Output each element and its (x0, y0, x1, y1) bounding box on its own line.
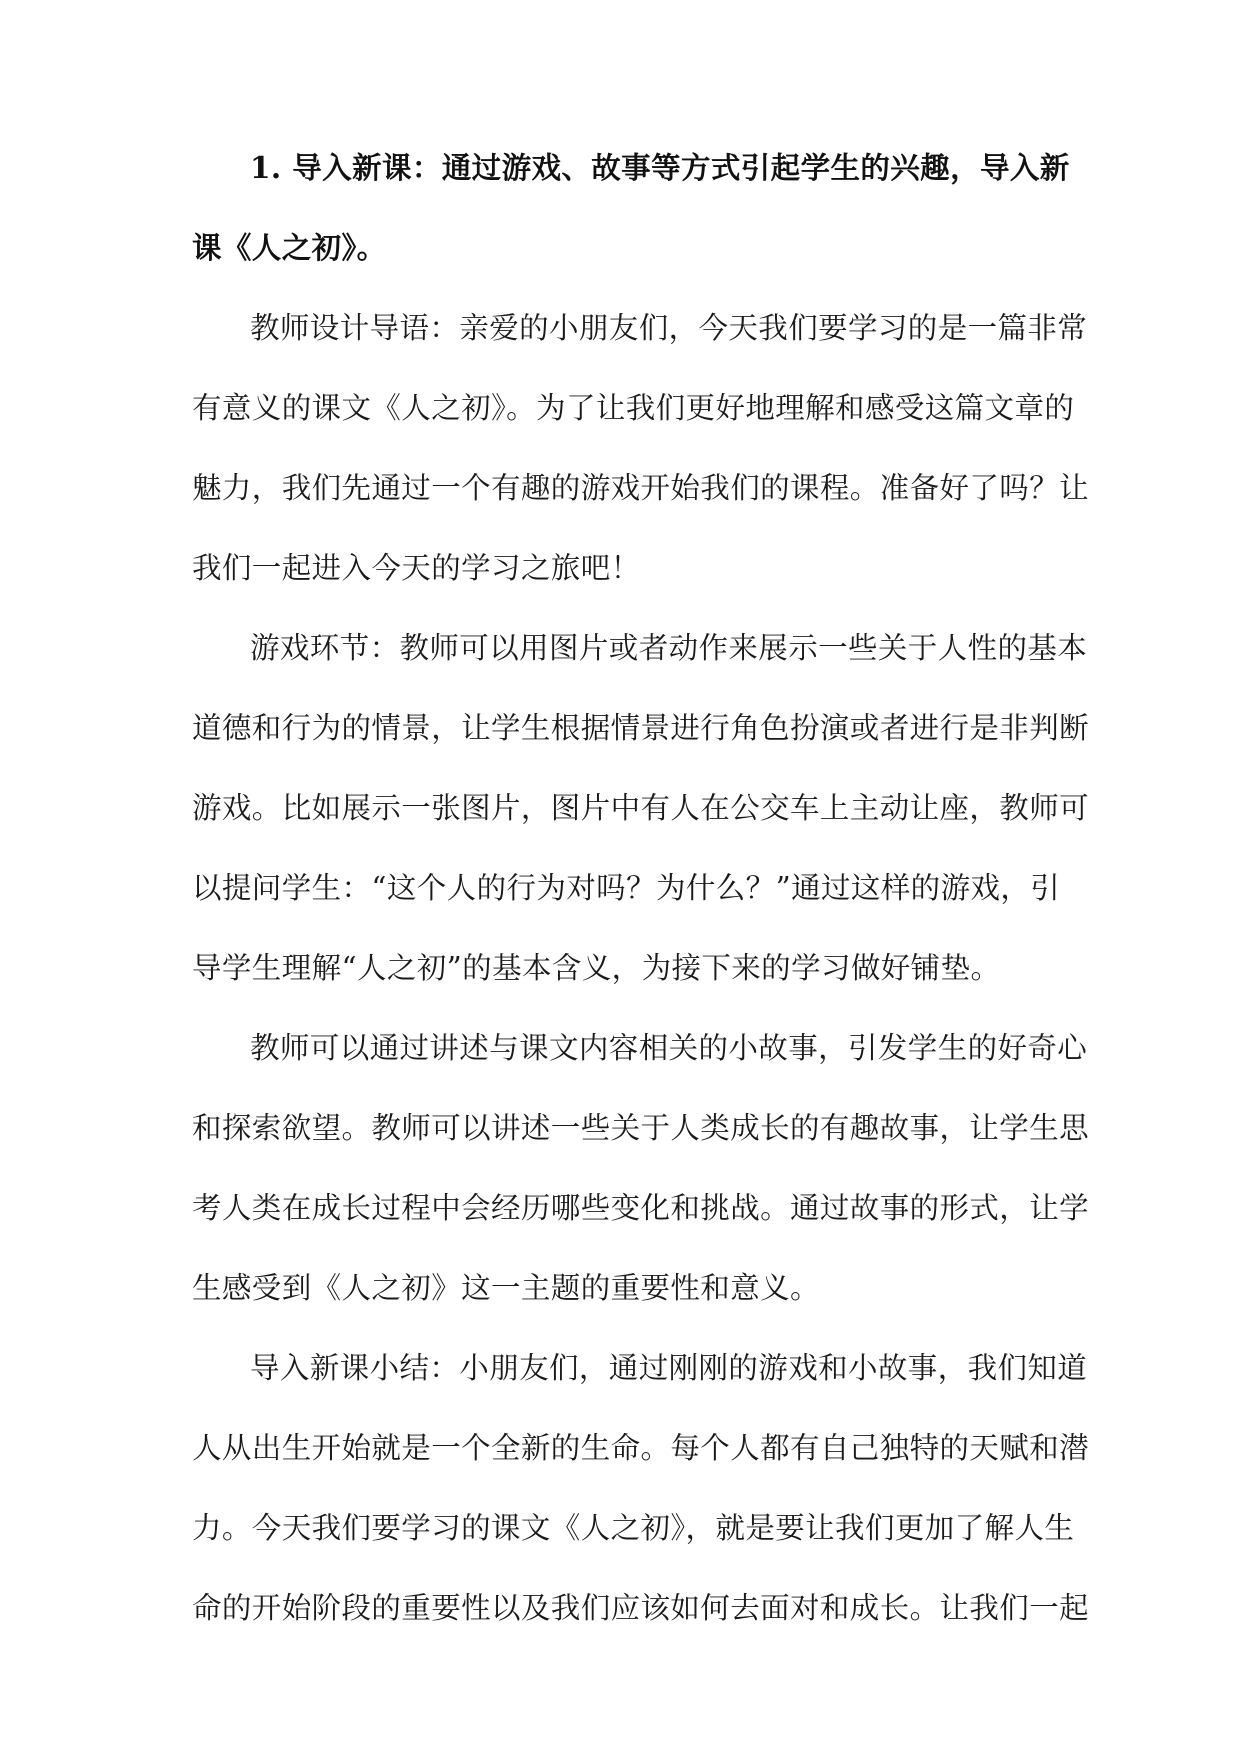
paragraph-line: 游戏环节：教师可以用图片或者动作来展示一些关于人性的基本 (250, 631, 1088, 665)
paragraph-line: 人从出生开始就是一个全新的生命。每个人都有自己独特的天赋和潜 (192, 1431, 1090, 1465)
section-heading-line-1: 1. 导入新课：通过游戏、故事等方式引起学生的兴趣，导入新 (250, 150, 1070, 185)
paragraph-line: 魅力，我们先通过一个有趣的游戏开始我们的课程。准备好了吗？让 (192, 471, 1090, 505)
paragraph-line: 力。今天我们要学习的课文《人之初》，就是要让我们更加了解人生 (192, 1511, 1075, 1545)
paragraph-line: 导入新课小结：小朋友们，通过刚刚的游戏和小故事，我们知道 (250, 1351, 1088, 1385)
paragraph-line: 教师设计导语：亲爱的小朋友们，今天我们要学习的是一篇非常 (250, 311, 1088, 345)
paragraph-line: 导学生理解“人之初”的基本含义，为接下来的学习做好铺垫。 (192, 951, 1001, 985)
paragraph-line: 道德和行为的情景，让学生根据情景进行角色扮演或者进行是非判断 (192, 711, 1090, 745)
paragraph-line: 游戏。比如展示一张图片，图片中有人在公交车上主动让座，教师可 (192, 791, 1090, 825)
paragraph-line: 以提问学生：“这个人的行为对吗？为什么？”通过这样的游戏，引 (192, 871, 1061, 905)
section-heading-line-2: 课《人之初》。 (192, 230, 387, 265)
document-body (192, 149, 1090, 1627)
paragraph-line: 生感受到《人之初》这一主题的重要性和意义。 (192, 1271, 820, 1305)
paragraph-line: 命的开始阶段的重要性以及我们应该如何去面对和成长。让我们一起 (192, 1591, 1090, 1625)
paragraph-line: 我们一起进入今天的学习之旅吧！ (192, 551, 641, 585)
paragraph-line: 有意义的课文《人之初》。为了让我们更好地理解和感受这篇文章的 (192, 391, 1075, 425)
paragraph-line: 考人类在成长过程中会经历哪些变化和挑战。通过故事的形式，让学 (192, 1191, 1090, 1225)
paragraph-line: 教师可以通过讲述与课文内容相关的小故事，引发学生的好奇心 (250, 1031, 1088, 1065)
paragraph-line: 和探索欲望。教师可以讲述一些关于人类成长的有趣故事，让学生思 (192, 1111, 1090, 1145)
